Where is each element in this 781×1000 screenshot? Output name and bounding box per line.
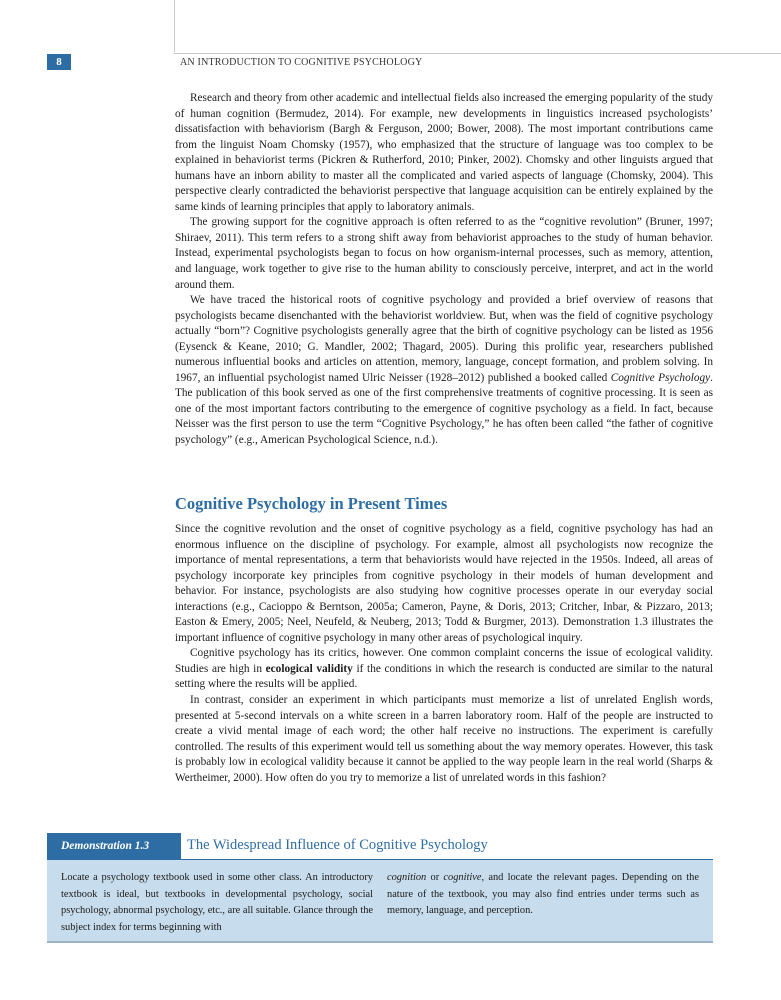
running-head: AN INTRODUCTION TO COGNITIVE PSYCHOLOGY <box>180 57 423 68</box>
intro-paragraph-1: Research and theory from other academic and intellectual fields also increased the emerging popularity of the study of human cognition (Bermudez, 2014). For example, new developments in linguistics increased psychologists’ dissatisfaction with behaviorism (Bargh & Ferguson, 2000; Bower, 2008). The most important contributions came from the linguist Noam Chomsky (1957), who emphasized that the structure of language was too complex to be explained in behaviorist terms (Pickren & Rutherford, 2010; Pinker, 2002). Chomsky and other linguists argued that humans have an inborn ability to master all the complicated and varied aspects of language (Chomsky, 2004). This perspective clearly contradicted the behaviorist perspective that language acquisition can be entirely explained by the same kinds of learning principles that apply to laboratory animals. <box>175 92 713 213</box>
page-number: 8 <box>47 54 71 70</box>
demonstration-header <box>47 833 713 860</box>
section-p2-text-b: if the conditions in which the research is conducted are similar to the natural setting where the results will be applied. <box>175 662 713 691</box>
intro-text-block <box>175 91 713 449</box>
section-text-block <box>175 522 713 786</box>
intro-p3-text-b: . The publication of this book served as one of the first comprehensive treatments of cognitive processing. It is seen as one of the most important factors contributing to the emergence of cognitive psychology as a field. In fact, because Neisser was the first person to use the term “Cognitive Psychology,” he has often been called “the father of cognitive psychology” (e.g., American Psychological Science, n.d.). <box>175 371 713 447</box>
demonstration-title: The Widespread Influence of Cognitive Psychology <box>187 837 488 853</box>
book-title-italic: Cognitive Psychology <box>610 371 711 384</box>
header-vertical-rule <box>174 0 175 52</box>
section-p2-text-a: Cognitive psychology has its critics, however. One common complaint concerns the issue of ecological validity. Studies are high in <box>175 647 713 675</box>
demonstration-left-column: Locate a psychology textbook used in some other class. An introductory textbook is ideal, but textbooks in developmental psychology, social psychology, abnormal psychology, etc., are all suitable. Glance through the subject index for terms beginning with <box>61 872 374 933</box>
demo-italic-term-1: cognition <box>387 872 427 883</box>
demo-italic-term-2: cognitive <box>443 872 482 883</box>
header-horizontal-rule <box>174 53 781 54</box>
section-paragraph-1: Since the cognitive revolution and the onset of cognitive psychology as a field, cognitive psychology has had an enormous influence on the discipline of psychology. For example, almost all psychologists now recognize the importance of mental representations, a term that behaviorists would have rejected in the 1950s. Indeed, all areas of psychology incorporate key principles from cognitive psychology in their models of human development and behavior. For instance, psychologists are also studying how cognitive processes operate in our everyday social interactions (e.g., Cacioppo & Berntson, 2005a; Cameron, Payne, & Doris, 2013; Critcher, Inbar, & Pizzaro, 2013; Easton & Emery, 2005; Neel, Neufeld, & Neuberg, 2013; Todd & Burgmer, 2013). Demonstration 1.3 illustrates the important influence of cognitive psychology in many other areas of psychological inquiry. <box>175 523 713 644</box>
intro-paragraph-2: The growing support for the cognitive approach is often referred to as the “cognitive revolution” (Bruner, 1997; Shiraev, 2011). This term refers to a strong shift away from behaviorist approaches to the study of human behavior. Instead, experimental psychologists began to focus on how organism-internal processes, such as memory, attention, and language, work together to give rise to the human ability to consciously perceive, interpret, and act in the world around them. <box>175 216 713 291</box>
intro-paragraph-3 <box>175 293 713 448</box>
intro-p3-text-a: We have traced the historical roots of cognitive psychology and provided a brief overview of reasons that psychologists became disenchanted with the behaviorist worldview. But, when was the field of cognitive psychology actually “born”? Cognitive psychologists generally agree that the birth of cognitive psychology can be listed as 1956 (Eysenck & Keane, 2010; G. Mandler, 2002; Thagard, 2005). During this prolific year, researchers published numerous influential books and articles on attention, memory, language, concept formation, and problem solving. In 1967, an influential psychologist named Ulric Neisser (1928–2012) published a booked called <box>175 294 713 384</box>
demo-or-text: or <box>426 872 444 883</box>
demonstration-right-column <box>387 870 699 920</box>
demonstration-box <box>47 860 713 943</box>
key-term-bold: ecological validity <box>265 662 353 675</box>
demo-right-text: , and locate the relevant pages. Depending on the nature of the textbook, you may also find entries under terms such as memory, language, and perception. <box>387 872 699 916</box>
section-paragraph-2 <box>175 646 713 693</box>
demonstration-label: Demonstration 1.3 <box>47 833 181 859</box>
demonstration-divider-thin <box>180 833 181 859</box>
section-paragraph-3: In contrast, consider an experiment in which participants must memorize a list of unrelated English words, presented at 5-second intervals on a white screen in a barren laboratory room. Half of the people are instructed to create a vivid mental image of each word; the other half receive no instructions. The experiment is carefully controlled. The results of this experiment would tell us something about the way memory operates. However, this task is probably low in ecological validity because it cannot be applied to the way people learn in the real world (Sharps & Wertheimer, 2000). How often do you try to memorize a list of unrelated words in this fashion? <box>175 694 713 784</box>
demonstration-divider <box>176 833 178 859</box>
section-heading: Cognitive Psychology in Present Times <box>175 494 448 513</box>
